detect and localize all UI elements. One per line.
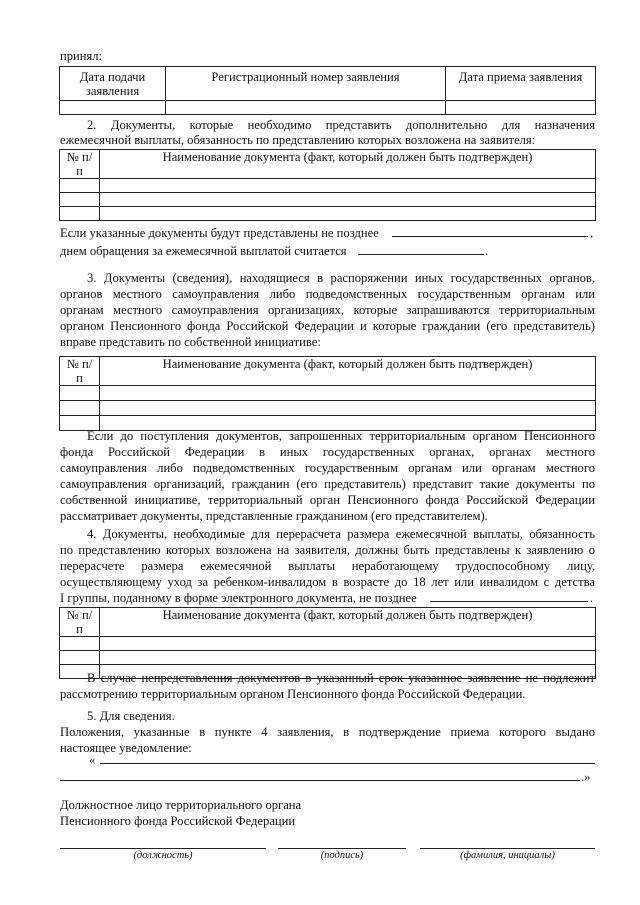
section3-line: органом Пенсионного фонда Российской Федерации и которые граждании (его представитель) [60,319,595,333]
section4-line: по представлению которых возложена на заявителя, должны быть представлены к заявлению о [60,543,595,557]
position-caption: (должность) [133,850,193,861]
official-line1: Должностное лицо территориального органа [60,798,302,812]
registration-number-cell[interactable] [166,101,446,115]
signature-line[interactable] [278,848,406,849]
table-row [60,179,596,193]
table-cell[interactable] [100,179,596,193]
section5-line: настоящее уведомление: [60,741,192,755]
signature-caption: (подпись) [320,850,364,861]
official-line2: Пенсионного фонда Российской Федерации [60,814,296,828]
num-header: № п/п [60,608,100,637]
receipt-line: собственной инициативе, территориальный орган Пенсионного фонда Российской Федерации [60,493,595,507]
deadline-text: Если указанные документы будут представлены не позднее [60,226,379,240]
acceptance-date-cell[interactable] [446,101,596,115]
section4-period: . [590,591,594,605]
doc-name-header: Наименование документа (факт, который должен быть подтвержден) [100,608,596,637]
doc-name-header: Наименование документа (факт, который должен быть подтвержден) [100,357,596,386]
provisions-field-2[interactable] [60,780,580,781]
section2-line1: 2. Документы, которые необходимо представить дополнительно для назначения [87,118,595,132]
recalc-deadline-field[interactable] [430,601,588,602]
receipt-line: Если до поступления документов, запрошенных территориальным органом Пенсионного [87,429,595,443]
table-row [60,193,596,207]
acceptance-date-header: Дата приема заявления [446,67,596,101]
application-date-field[interactable] [358,254,484,255]
provisions-field-1[interactable] [100,763,595,764]
doc-name-header: Наименование документа (факт, который должен быть подтвержден) [100,150,596,179]
submission-date-cell[interactable] [60,101,166,115]
section3-line: органов местного самоуправления либо подведомственных государственным органам или [60,287,595,301]
section4-line: 4. Документы, необходимые для перерасчета размера ежемесячной выплаты, обязанность [87,527,595,541]
table-cell[interactable] [100,401,596,416]
nonsubmission-line: рассмотрению территориальным органом Пенсионного фонда Российской Федерации. [60,687,526,701]
section3-line: 3. Документы (сведения), находящиеся в распоряжении иных государственных органов, [87,271,595,285]
section3-line: вправе представить по собственной инициативе: [60,335,321,349]
section2-line2: ежемесячной выплаты, обязанность по представлению которых возложена на заявителя: [60,133,536,147]
name-line[interactable] [420,848,595,849]
section5-title: 5. Для сведения. [87,709,175,723]
documents-table-4 [59,607,596,679]
table-cell[interactable] [60,179,100,193]
table-cell[interactable] [60,193,100,207]
section4-line: осуществляющему уход за ребенком-инвалидом в возрасте до 18 лет или инвалидом с детства [60,575,595,589]
table-row [60,651,596,665]
accepted-label: принял: [60,49,103,63]
table-cell[interactable] [60,386,100,401]
table-cell[interactable] [100,207,596,221]
num-header: № п/п [60,357,100,386]
table-cell[interactable] [60,651,100,665]
registration-table [59,66,596,115]
nonsubmission-line: В случае непредставления документов в указанный срок указанное заявление не подлежит [87,671,595,685]
receipt-line: самоуправления организаций, гражданин (его представитель) представит такие документы по [60,477,595,491]
section5-line: Положения, указанные в пункте 4 заявления, в подтверждение приема которого выдано [60,725,595,739]
deadline-line2: днем обращения за ежемесячной выплатой считается [60,244,347,258]
table-cell[interactable] [60,401,100,416]
table-row [60,637,596,651]
open-quote: « [89,753,96,767]
table-cell[interactable] [100,193,596,207]
deadline-line1 [60,225,379,241]
table-row [60,386,596,401]
section4-line: перерасчете размера ежемесячной выплаты неработающему трудоспособному лицу, [60,559,595,573]
deadline-date-field[interactable] [392,236,588,237]
table-cell[interactable] [100,651,596,665]
section3-line: органам местного самоуправления организациях, которые запрашиваются территориальным [60,303,595,317]
deadline-comma: , [590,226,594,240]
num-header: № п/п [60,150,100,179]
documents-table-3 [59,356,596,431]
deadline-period: . [485,244,489,258]
submission-date-header: Дата подачи заявления [60,67,166,101]
name-caption: (фамилия, инициалы) [460,850,555,861]
receipt-line: фонда Российской Федерации в иных государственных органах, органах местного [60,445,595,459]
position-line[interactable] [60,848,266,849]
section4-line: I группы, поданному в форме электронного документа, не позднее [60,591,417,605]
table-cell[interactable] [100,386,596,401]
documents-table-2 [59,149,596,221]
receipt-line: самоуправления либо подведомственных государственным органам или органам местного [60,461,595,475]
registration-number-header: Регистрационный номер заявления [166,67,446,101]
table-row [60,207,596,221]
table-row [60,401,596,416]
receipt-line: рассматривает документы, представленные гражданином (его представителем). [60,509,488,523]
table-cell[interactable] [100,637,596,651]
table-cell[interactable] [60,637,100,651]
close-quote: .» [581,770,591,784]
table-cell[interactable] [60,207,100,221]
